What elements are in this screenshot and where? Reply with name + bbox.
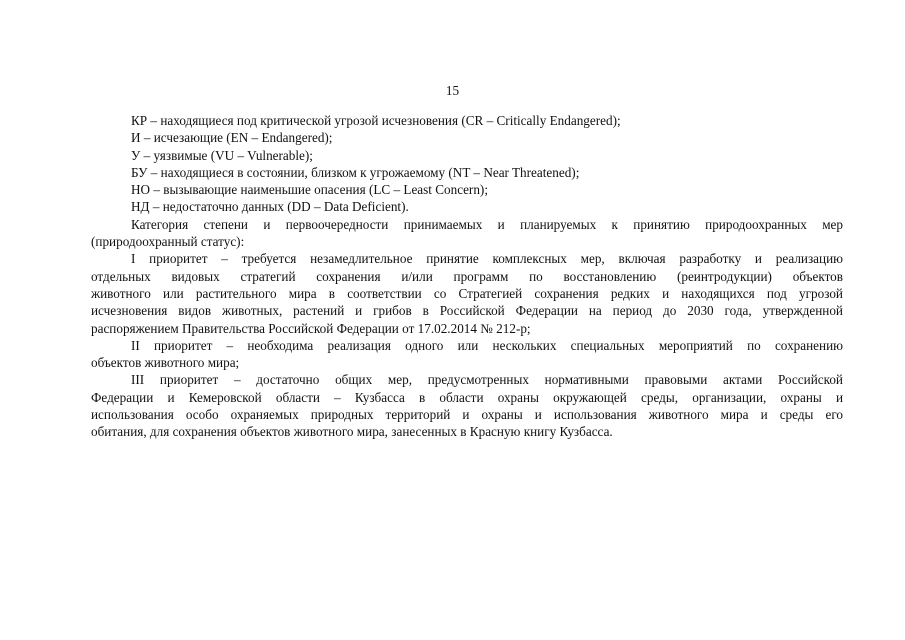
- text-line: I приоритет – требуется незамедлительное принятие комплексных мер, включая разработку и реализацию: [131, 251, 843, 267]
- text-line: обитания, для сохранения объектов животного мира, занесенных в Красную книгу Кузбасса.: [91, 424, 613, 440]
- document-body: [91, 112, 843, 441]
- text-line: И – исчезающие (EN – Endangered);: [131, 130, 333, 146]
- page-number: 15: [445, 83, 460, 98]
- text-line: НД – недостаточно данных (DD – Data Deficient).: [131, 199, 409, 215]
- text-line: Категория степени и первоочередности принимаемых и планируемых к принятию природоохранных мер: [131, 216, 843, 232]
- text-line: У – уязвимые (VU – Vulnerable);: [131, 147, 313, 163]
- text-line: НО – вызывающие наименьшие опасения (LC – Least Concern);: [131, 182, 488, 198]
- text-line: использования особо охраняемых природных территорий и охраны и использования животного мира и среды его: [91, 407, 843, 423]
- text-line: III приоритет – достаточно общих мер, предусмотренных нормативными правовыми актами Российской: [131, 372, 843, 388]
- text-line: распоряжением Правительства Российской Федерации от 17.02.2014 № 212-р;: [91, 320, 531, 336]
- text-line: животного или растительного мира в соответствии со Стратегией сохранения редких и находящихся под угрозой: [91, 285, 843, 301]
- text-line: Федерации и Кемеровской области – Кузбасса в области охраны окружающей среды, организации, охраны и: [91, 389, 843, 405]
- text-line: исчезновения видов животных, растений и грибов в Российской Федерации на период до 2030 года, утвержденной: [91, 303, 843, 319]
- text-line: КР – находящиеся под критической угрозой исчезновения (CR – Critically Endangered);: [131, 113, 621, 128]
- text-line: БУ – находящиеся в состоянии, близком к угрожаемому (NT – Near Threatened);: [131, 164, 580, 180]
- text-line: (природоохранный статус):: [91, 234, 245, 250]
- text-line: объектов животного мира;: [91, 355, 240, 371]
- text-line: II приоритет – необходима реализация одного или нескольких специальных мероприятий по сохранению: [131, 337, 843, 353]
- text-line: отдельных видовых стратегий сохранения и/или программ по восстановлению (реинтродукции) объектов: [91, 268, 843, 284]
